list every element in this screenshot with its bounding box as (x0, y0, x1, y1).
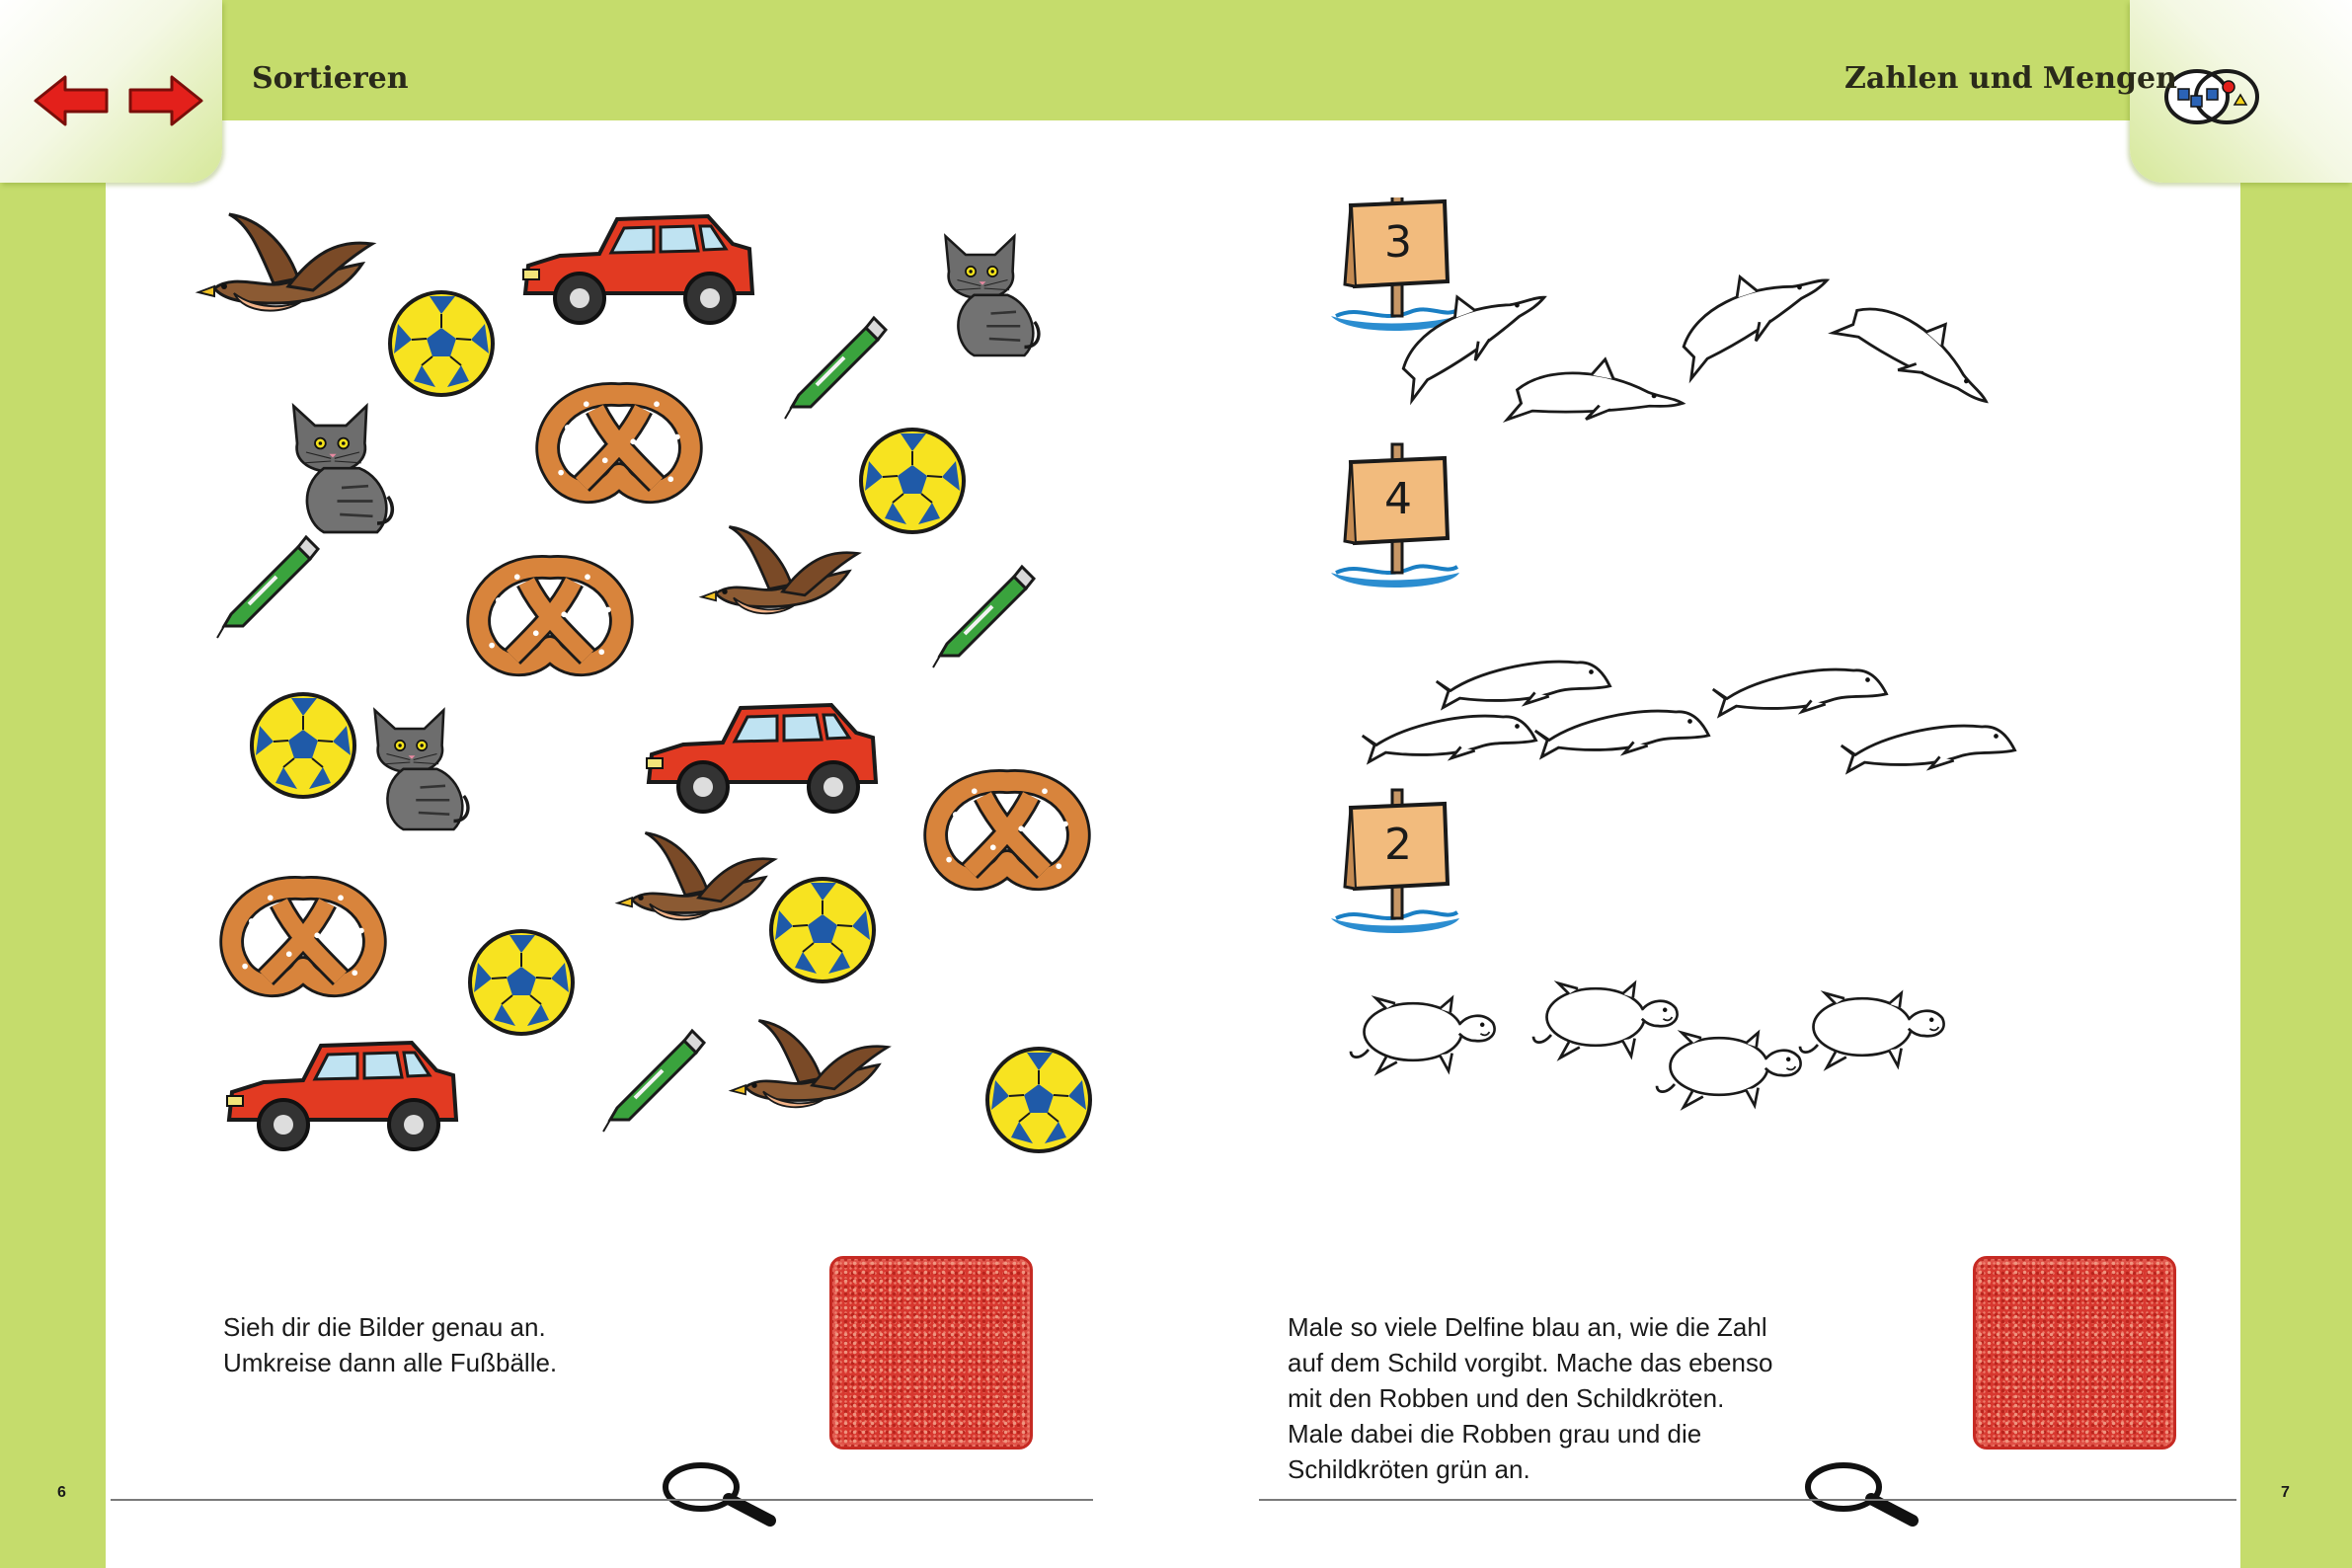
ball-picture[interactable] (771, 879, 874, 981)
sorting-picture-area (106, 120, 1142, 1207)
instruction-line: auf dem Schild vorgibt. Mache das ebenso (1288, 1348, 1773, 1377)
sign-number: 2 (1384, 820, 1412, 870)
magnifier-icon[interactable] (660, 1459, 783, 1529)
sign-number: 3 (1384, 217, 1412, 268)
page-number-right: 7 (2281, 1484, 2290, 1501)
pen-picture[interactable] (217, 537, 318, 638)
cat-picture[interactable] (946, 236, 1039, 355)
seal-drawing[interactable] (1437, 662, 1610, 708)
pen-picture[interactable] (603, 1031, 704, 1132)
number-sign (1331, 444, 1459, 588)
sign-number: 4 (1384, 474, 1412, 524)
ball-picture[interactable] (390, 292, 493, 395)
instruction-line: Male so viele Delfine blau an, wie die Zahl (1288, 1312, 1767, 1342)
car-picture[interactable] (523, 216, 752, 323)
seal-drawing[interactable] (1842, 726, 2015, 772)
pretzel-picture[interactable] (936, 781, 1079, 878)
cat-picture[interactable] (293, 406, 392, 532)
section-title-right: Zahlen und Mengen (1844, 61, 2177, 96)
instruction-line: Male dabei die Robben grau und die (1288, 1419, 1702, 1449)
ball-picture[interactable] (987, 1049, 1090, 1151)
turtle-drawing[interactable] (1351, 998, 1495, 1073)
seal-drawing[interactable] (1713, 669, 1887, 716)
instruction-line: Umkreise dann alle Fußbälle. (223, 1348, 558, 1377)
turtle-drawing[interactable] (1657, 1033, 1801, 1108)
seal-drawing[interactable] (1535, 711, 1709, 757)
instruction-line: mit den Robben und den Schildkröten. (1288, 1383, 1725, 1413)
number-sign (1331, 790, 1459, 933)
pretzel-picture[interactable] (548, 394, 691, 491)
ball-picture[interactable] (470, 931, 573, 1034)
ball-picture[interactable] (861, 430, 964, 532)
bird-picture[interactable] (198, 214, 372, 311)
answer-reveal-pad[interactable] (829, 1256, 1033, 1450)
turtle-drawing[interactable] (1800, 993, 1944, 1068)
ball-picture[interactable] (252, 694, 354, 797)
bird-picture[interactable] (732, 1021, 888, 1108)
footer-rule-right (1259, 1499, 2236, 1501)
instruction-line: Sieh dir die Bilder genau an. (223, 1312, 546, 1342)
instruction-text-left (223, 1309, 557, 1380)
page-number-left: 6 (57, 1484, 66, 1501)
pretzel-picture[interactable] (479, 567, 622, 664)
instruction-line: Schildkröten grün an. (1288, 1454, 1530, 1484)
pretzel-picture[interactable] (232, 888, 375, 984)
number-sign (1331, 197, 1459, 331)
turtle-drawing[interactable] (1533, 983, 1678, 1058)
pen-picture[interactable] (933, 567, 1034, 667)
car-picture[interactable] (227, 1043, 456, 1149)
dolphin-drawing[interactable] (1833, 273, 2005, 439)
dolphin-drawing[interactable] (1666, 252, 1842, 379)
answer-reveal-pad[interactable] (1973, 1256, 2176, 1450)
footer-rule-left (111, 1499, 1093, 1501)
seal-drawing[interactable] (1363, 716, 1536, 762)
bird-picture[interactable] (702, 527, 858, 614)
header-bar (0, 0, 2352, 120)
bird-picture[interactable] (618, 833, 774, 920)
cat-picture[interactable] (375, 710, 468, 829)
section-title-left: Sortieren (252, 61, 409, 96)
dolphin-drawing[interactable] (1507, 344, 1688, 450)
counting-exercise-area (1284, 197, 2143, 1234)
car-picture[interactable] (647, 705, 876, 812)
instruction-text-right (1288, 1309, 1772, 1487)
magnifier-icon[interactable] (1802, 1459, 1925, 1529)
pen-picture[interactable] (785, 318, 886, 419)
